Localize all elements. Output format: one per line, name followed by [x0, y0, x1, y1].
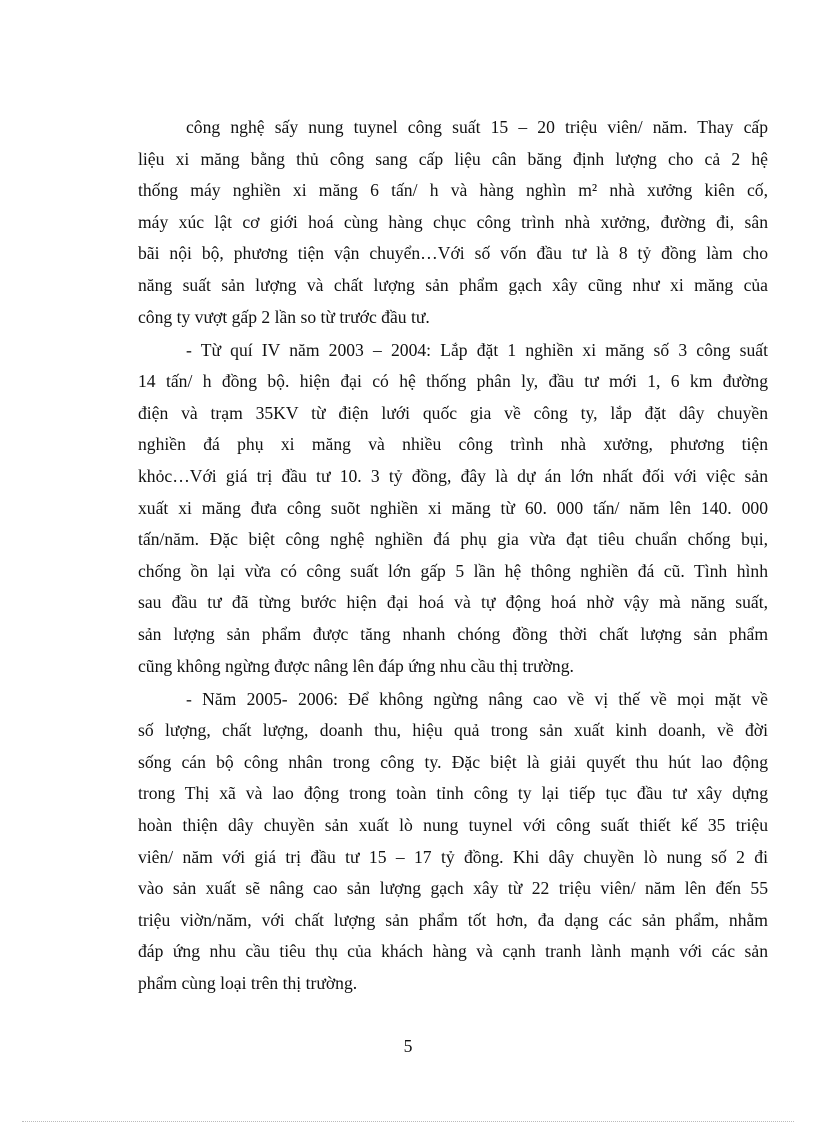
text-line: tấn/năm. Đặc biệt công nghệ nghiền đá phụ gia vừa đạt tiêu chuẩn chống bụi, [138, 529, 768, 550]
text-line: - Từ quí IV năm 2003 – 2004: Lắp đặt 1 nghiền xi măng số 3 công suất [186, 339, 768, 360]
text-line: bãi nội bộ, phương tiện vận chuyển…Với số vốn đầu tư là 8 tỷ đồng làm cho [138, 243, 768, 264]
text-line: chống ồn lại vừa có công suất lớn gấp 5 lần hệ thông nghiền đá cũ. Tình hình [138, 560, 768, 581]
text-line: cũng không ngừng được nâng lên đáp ứng nhu cầu thị trường. [138, 655, 574, 676]
text-line: thống máy nghiền xi măng 6 tấn/ h và hàng nghìn m² nhà xưởng kiên cố, [138, 180, 768, 201]
text-line: liệu xi măng bằng thủ công sang cấp liệu cân băng định lượng cho cả 2 hệ [138, 148, 768, 169]
body-text [138, 112, 768, 1001]
text-line: trong Thị xã và lao động trong toàn tỉnh công ty lại tiếp tục đầu tư xây dựng [138, 783, 768, 804]
footer-divider [22, 1121, 794, 1122]
text-line: - Năm 2005- 2006: Để không ngừng nâng cao về vị thế về mọi mặt về [186, 688, 768, 709]
text-line: vào sản xuất sẽ nâng cao sản lượng gạch xây từ 22 triệu viên/ năm lên đến 55 [138, 878, 768, 899]
text-line: sản lượng sản phẩm được tăng nhanh chóng đồng thời chất lượng sản phẩm [138, 624, 768, 644]
text-line: xuất xi măng đưa công suõt nghiền xi măng từ 60. 000 tấn/ năm lên 140. 000 [138, 497, 768, 518]
paragraph-1 [138, 112, 768, 333]
text-line: phẩm cùng loại trên thị trường. [138, 973, 358, 994]
text-line: máy xúc lật cơ giới hoá cùng hàng chục công trình nhà xưởng, đường đi, sân [138, 211, 768, 232]
text-line: số lượng, chất lượng, doanh thu, hiệu quả trong sản xuất kinh doanh, về đời [138, 720, 768, 741]
text-line: công nghệ sấy nung tuynel công suất 15 – 20 triệu viên/ năm. Thay cấp [186, 117, 768, 137]
text-line: sống cán bộ công nhân trong công ty. Đặc biệt là giải quyết thu hút lao động [138, 751, 768, 772]
text-line: viên/ năm với giá trị đầu tư 15 – 17 tỷ đồng. Khi dây chuyền lò nung số 2 đi [138, 846, 768, 867]
paragraph-3 [138, 684, 768, 1000]
text-line: 14 tấn/ h đồng bộ. hiện đại có hệ thống phân ly, đầu tư mới 1, 6 km đường [138, 371, 768, 392]
text-line: đáp ứng nhu cầu tiêu thụ của khách hàng và cạnh tranh lành mạnh với các sản [138, 941, 768, 962]
text-line: khỏc…Với giá trị đầu tư 10. 3 tỷ đồng, đây là dự án lớn nhất đối với việc sản [138, 466, 768, 487]
text-line: điện và trạm 35KV từ điện lưới quốc gia về công ty, lắp đặt dây chuyền [138, 402, 768, 423]
paragraph-2 [138, 335, 768, 683]
text-line: nghiền đá phụ xi măng và nhiều công trình nhà xưởng, phương tiện [138, 434, 768, 455]
text-line: triệu viờn/năm, với chất lượng sản phẩm tốt hơn, đa dạng các sản phẩm, nhằm [138, 909, 768, 930]
text-line: sau đầu tư đã từng bước hiện đại hoá và tự động hoá nhờ vậy mà năng suất, [138, 592, 768, 613]
text-line: năng suất sản lượng và chất lượng sản phẩm gạch xây cũng như xi măng của [138, 274, 768, 295]
text-line: hoàn thiện dây chuyền sản xuất lò nung tuynel với công suất thiết kế 35 triệu [138, 815, 768, 836]
text-line: công ty vượt gấp 2 lần so từ trước đầu tư. [138, 306, 430, 327]
page-number: 5 [403, 1036, 413, 1056]
